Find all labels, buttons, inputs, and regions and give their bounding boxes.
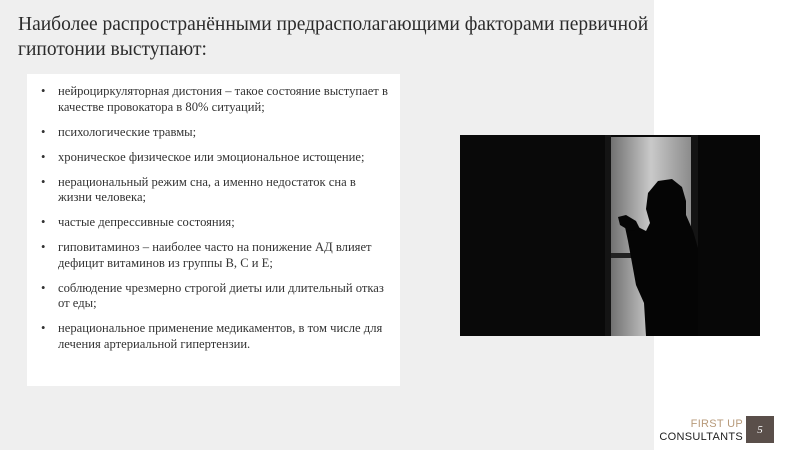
- window-frame-left: [605, 135, 611, 336]
- bullet-item: • гиповитаминоз – наиболее часто на понижение АД влияет дефицит витаминов из группы В, С и Е;: [58, 240, 392, 271]
- brand-line2: CONSULTANTS: [659, 431, 743, 443]
- bullet-item: • соблюдение чрезмерно строгой диеты или длительный отказ от еды;: [58, 281, 392, 312]
- bullet-item: • нейроциркуляторная дистония – такое состояние выступает в качестве провокатора в 80% ситуаций;: [58, 84, 392, 115]
- brand-logo: [659, 418, 743, 444]
- bullet-item: • частые депрессивные состояния;: [58, 215, 392, 231]
- page-number: 5: [746, 416, 774, 443]
- bullet-list: [27, 74, 400, 352]
- silhouette-photo: [460, 135, 760, 336]
- bullet-item: • нерациональное применение медикаментов, в том числе для лечения артериальной гипертензии.: [58, 321, 392, 352]
- brand-line1: FIRST UP: [690, 418, 743, 430]
- bullet-item: • хроническое физическое или эмоциональное истощение;: [58, 150, 392, 166]
- bullet-item: • нерациональный режим сна, а именно недостаток сна в жизни человека;: [58, 175, 392, 206]
- room-wall-right: [698, 135, 760, 336]
- slide-title: Наиболее распространёнными предрасполагающими факторами первичной гипотонии выступают:: [18, 14, 649, 60]
- bullet-item: • психологические травмы;: [58, 125, 392, 141]
- bullet-box: [27, 74, 400, 386]
